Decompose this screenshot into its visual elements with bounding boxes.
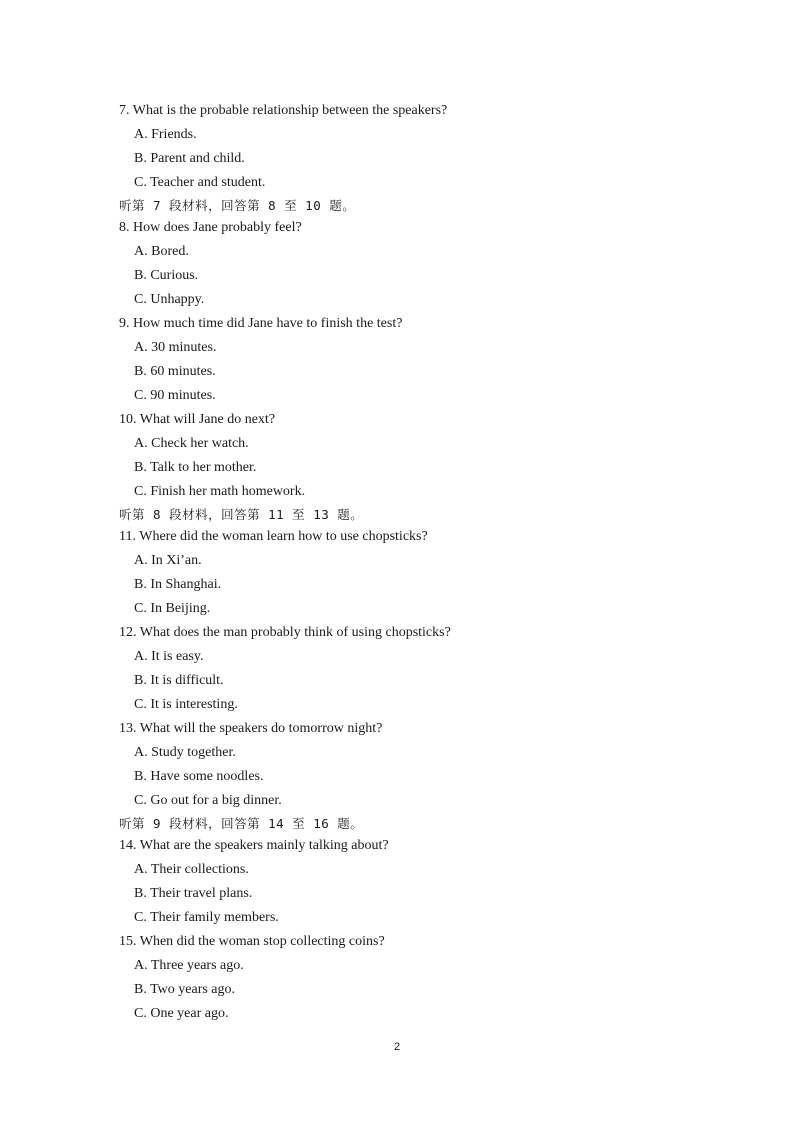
question-text: 14. What are the speakers mainly talking about?: [119, 838, 389, 853]
answer-option: A. Study together.: [134, 745, 236, 760]
answer-option: C. 90 minutes.: [134, 388, 216, 403]
answer-option: A. 30 minutes.: [134, 340, 217, 355]
question-text: 10. What will Jane do next?: [119, 412, 276, 427]
answer-option: A. Check her watch.: [134, 436, 249, 451]
section-instruction: 听第 9 段材料，回答第 14 至 16 题。: [119, 816, 364, 831]
answer-option: C. Go out for a big dinner.: [134, 793, 282, 808]
answer-option: B. It is difficult.: [134, 673, 224, 688]
question-text: 7. What is the probable relationship between the speakers?: [119, 103, 448, 118]
answer-option: B. 60 minutes.: [134, 364, 216, 379]
section-instruction: 听第 8 段材料，回答第 11 至 13 题。: [119, 507, 364, 522]
question-text: 15. When did the woman stop collecting coins?: [119, 934, 385, 949]
answer-option: B. Curious.: [134, 268, 199, 283]
answer-option: B. Their travel plans.: [134, 886, 253, 901]
question-text: 11. Where did the woman learn how to use chopsticks?: [119, 529, 428, 544]
answer-option: A. It is easy.: [134, 649, 204, 664]
answer-option: C. Teacher and student.: [134, 175, 266, 190]
question-text: 13. What will the speakers do tomorrow night?: [119, 721, 383, 736]
question-text: 12. What does the man probably think of using chopsticks?: [119, 625, 451, 640]
answer-option: B. In Shanghai.: [134, 577, 222, 592]
answer-option: A. Bored.: [134, 244, 189, 259]
answer-option: C. It is interesting.: [134, 697, 238, 712]
question-text: 9. How much time did Jane have to finish the test?: [119, 316, 403, 331]
answer-option: C. Their family members.: [134, 910, 279, 925]
answer-option: C. One year ago.: [134, 1006, 229, 1021]
answer-option: B. Two years ago.: [134, 982, 236, 997]
page-content: [119, 99, 719, 1026]
page-number: 2: [393, 1041, 401, 1053]
answer-option: A. Their collections.: [134, 862, 249, 877]
answer-option: B. Have some noodles.: [134, 769, 264, 784]
answer-option: A. In Xi’an.: [134, 553, 202, 568]
answer-option: A. Friends.: [134, 127, 197, 142]
answer-option: B. Parent and child.: [134, 151, 245, 166]
answer-option: C. Unhappy.: [134, 292, 205, 307]
answer-option: A. Three years ago.: [134, 958, 244, 973]
answer-option: B. Talk to her mother.: [134, 460, 257, 475]
answer-option: C. In Beijing.: [134, 601, 211, 616]
answer-option: C. Finish her math homework.: [134, 484, 306, 499]
section-instruction: 听第 7 段材料，回答第 8 至 10 题。: [119, 198, 356, 213]
question-text: 8. How does Jane probably feel?: [119, 220, 302, 235]
